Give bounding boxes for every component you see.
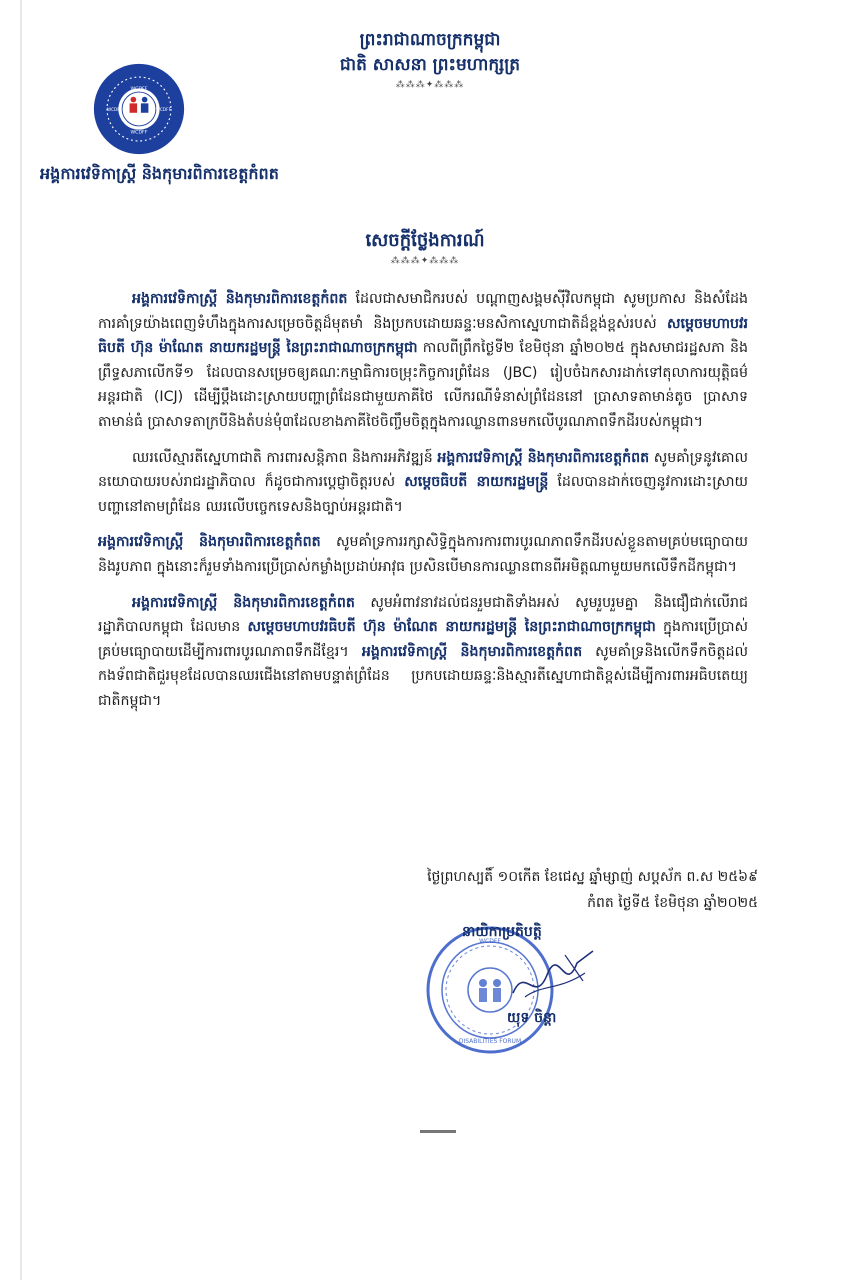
paragraph-4 [98,591,748,714]
kingdom-title: ព្រះរាជាណាចក្រកម្ពុជា [359,30,501,50]
date-block [338,864,758,916]
paragraph-2 [98,446,748,520]
paragraph-text: សូមគាំទ្រការរក្សាសិទ្ធិក្នុងការការពារបូរណភាពទឹកដីរបស់ខ្លួនតាមគ្រប់មធ្យោបាយ និងរូបភាព ក្នុងនោះក៏រួមទាំងការប្រើប្រាស់កម្លាំងប្រដាប់អាវុធ ប្រសិនបើមានការឈ្លានពានពីអមិត្តណាមួយមកលើទឹកដីកម្ពុជា។ [98,534,749,575]
solar-date: កំពត ថ្ងៃទី៥ ខែមិថុនា ឆ្នាំ២០២៥ [587,895,758,911]
title-ornament: ⁂⁂⁂✦⁂⁂⁂ [390,256,460,266]
paragraph-text: សូមអំពាវនាវដល់ជនរួមជាតិទាំងអស់ សូមរួបរួមគ្នា និងជឿជាក់លើរាជរដ្ឋាភិបាលកម្ពុជា ដែលមាន [98,594,748,636]
svg-text:DISABILITIES FORUM: DISABILITIES FORUM [458,1038,522,1045]
statement-body [98,287,748,725]
leader-name-inline: សម្តេចធិបតី នាយករដ្ឋមន្ត្រី [404,474,549,491]
document-title: សេចក្តីថ្លែងការណ៍ [365,230,485,251]
svg-text:WCDFF: WCDFF [479,938,501,945]
svg-text:WCDFF: WCDFF [130,87,148,93]
org-name-inline: អង្គការវេទិកាស្ត្រី និងកុមារពិការខេត្តកំពត [132,291,348,307]
footer-mark [420,1130,456,1133]
national-header [300,28,560,92]
paragraph-text: សូមគាំទ្រនិងលើកទឹកចិត្តដល់កងទ័ពជាតិជួរមុខដែលបានឈរជើងនៅតាមបន្ទាត់ព្រំដែន ប្រកបដោយឆន្ទៈនិងស្មារតីស្នេហាជាតិខ្ពស់ដើម្បីការពារអធិបតេយ្យជាតិកម្ពុជា។ [98,643,748,709]
paragraph-text: ក្នុងការប្រើប្រាស់គ្រប់មធ្យោបាយដើម្បីការពារបូរណភាពទឹកដីខ្មែរ។ [98,619,749,660]
svg-text:WCDFF: WCDFF [130,130,148,136]
org-name-inline: អង្គការវេទិកាស្ត្រី និងកុមារពិការខេត្តកំពត [98,534,321,551]
header-ornament: ⁂⁂⁂✦⁂⁂⁂ [395,80,465,90]
paragraph-3 [98,530,748,579]
org-name-inline: អង្គការវេទិកាស្ត្រី និងកុមារពិការខេត្តកំពត [132,594,355,611]
document-title-block [300,228,550,268]
org-name-inline: អង្គការវេទិកាស្ត្រី និងកុមារពិការខេត្តកំពត [437,449,650,466]
org-name-inline: អង្គការវេទិកាស្ត្រី និងកុមារពិការខេត្តកំពត [361,643,583,660]
leader-name-inline: សម្តេចមហាបវរធិបតី ហ៊ុន ម៉ាណែត នាយករដ្ឋមន្ត្រី នៃព្រះរាជាណាចក្រកម្ពុជា [247,619,656,636]
paragraph-text: ឈរលើស្មារតីស្នេហាជាតិ ការពារសន្តិភាព និងការអភិវឌ្ឍន៍ [132,449,438,466]
lunar-date: ថ្ងៃព្រហស្បតិ៍ ១០កើត ខែជេស្ឋ ឆ្នាំម្សាញ់ សប្តស័ក ព.ស ២៥៦៩ [427,869,758,885]
page-edge [20,0,22,1280]
national-motto: ជាតិ សាសនា ព្រះមហាក្សត្រ [339,55,521,75]
signatory-role: នាយិកាប្រតិបត្តិ [462,924,542,940]
paragraph-text: កាលពីព្រឹកថ្ងៃទី២ ខែមិថុនា ឆ្នាំ២០២៥ ក្នុងសមាជរដ្ឋសភា និងព្រឹទ្ធសភាលើកទី១ ដែលបានសម្រេចឲ្យគណៈកម្មាធិការចម្រុះកិច្ចការព្រំដែន (JBC) រៀបចំឯកសារដាក់ទៅតុលាការយុត្តិធម៌អន្តរជាតិ (ICJ) ដើម្បីប្តឹងដោះស្រាយបញ្ហាព្រំដែនជាមួយភាគីថៃ លើករណីទំនាស់ព្រំដែននៅ ប្រាសាទតាមាន់តូច ប្រាសាទតាមាន់ធំ ប្រាសាទតាក្របីនិងតំបន់មុំ៣ដែលខាងភាគីថៃចិញ្ចឹមចិត្តក្នុងការឈ្លានពានមកលើបូរណភាពទឹកដីរបស់កម្ពុជា។ [98,340,748,430]
svg-text:WCDFF: WCDFF [155,106,172,112]
organization-name: អង្គការវេទិកាស្ត្រី និងកុមារពិការខេត្តកំពត [40,164,279,183]
signatory-name: យុទ ចិន្តា [507,1010,557,1026]
paragraph-text: សូមគាំទ្រនូវគោលនយោបាយរបស់រាជរដ្ឋាភិបាល ក៏ដូចជាការប្តេជ្ញាចិត្តរបស់ [98,449,748,491]
paragraph-text: ដែលជាសមាជិករបស់ បណ្តាញសង្គមស៊ីវិលកម្ពុជា សូមប្រកាស និងសំដែងការគាំទ្រយ៉ាងពេញទំហឹងក្នុងការសម្រេចចិត្តដ៏មុតមាំ និងប្រកបដោយឆន្ទៈមនសិកាស្នេហាជាតិដ៏ខ្ពង់ខ្ពស់របស់ [98,291,748,332]
paragraph-text: ដែលបានដាក់ចេញនូវការដោះស្រាយបញ្ហានៅតាមព្រំដែន ឈរលើបច្ចេកទេសនិងច្បាប់អន្តរជាតិ។ [98,474,748,515]
leader-name-inline: សម្តេចមហាបវរធិបតី ហ៊ុន ម៉ាណែត នាយករដ្ឋមន្ត្រី នៃព្រះរាជាណាចក្រកម្ពុជា [98,315,748,357]
paragraph-1 [98,287,748,435]
svg-text:WCDFF: WCDFF [106,106,123,112]
organization-logo-icon [92,62,186,156]
